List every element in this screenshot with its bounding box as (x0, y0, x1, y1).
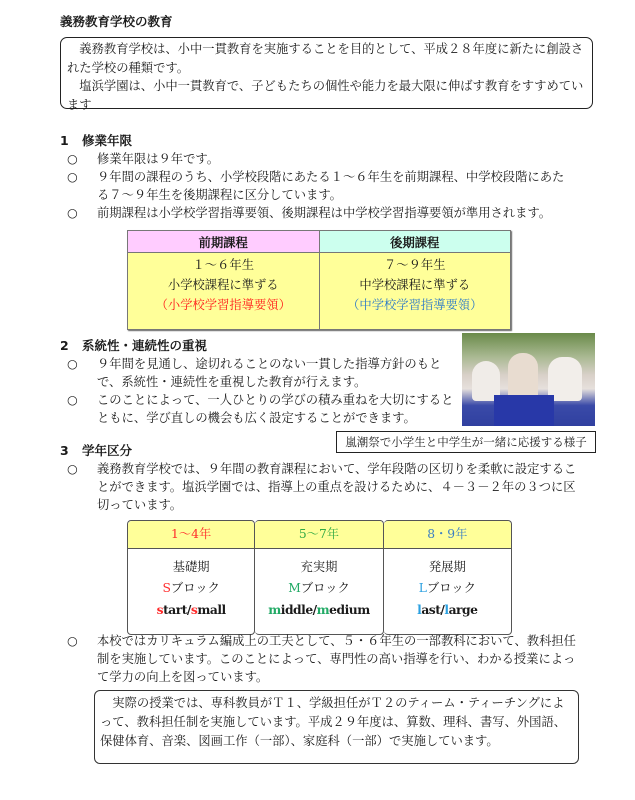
intro-box (60, 37, 593, 112)
block-keywords: start/small (156, 602, 226, 617)
cell-late-course: ７～９年生 中学校課程に準ずる （中学校学習指導要領） (319, 253, 511, 330)
section-heading: 3 学年区分 (60, 443, 133, 458)
block-grades: 1～4年 (128, 521, 254, 549)
block-period: 充実期 (300, 560, 338, 574)
bullet-item: ○ 前期課程は小学校学習指導要領、後期課程は中学校学習指導要領が準用されます。 (67, 206, 552, 220)
circle-bullet-icon: ○ (67, 634, 78, 648)
circle-bullet-icon: ○ (67, 462, 78, 476)
header-late-course: 後期課程 (319, 231, 511, 253)
bullet-item: ○ ９年間の課程のうち、小学校段階にあたる１～６年生を前期課程、中学校段階にあたる７～９年生を後期課程に区分しています。 (67, 170, 565, 202)
intro-paragraph: 塩浜学園は、小中一貫教育で、子どもたちの個性や能力を最大限に伸ばす教育をすすめています (67, 79, 584, 112)
bullet-item: ○ 義務教育学校では、９年間の教育課程において、学年段階の区切りを柔軟に設定することができます。塩浜学園では、指導上の重点を設けるために、４－３－２年の３つに区切っています。 (67, 462, 577, 512)
intro-paragraph: 義務教育学校は、小中一貫教育を実施することを目的として、平成２８年度に新たに創設された学校の種類です。 (67, 42, 584, 75)
cell-early-course: １～６年生 小学校課程に準ずる （小学校学習指導要領） (128, 253, 320, 330)
bullet-item: ○ このことによって、一人ひとりの学びの積み重ねを大切にするとともに、学び直しの機会も広く設定することができます。 (67, 393, 454, 425)
students-cheering-photo (462, 333, 595, 426)
page-title: 義務教育学校の教育 (60, 14, 173, 29)
block-column-l (384, 520, 512, 635)
block-grades: 8・9年 (384, 521, 511, 549)
circle-bullet-icon: ○ (67, 393, 78, 407)
circle-bullet-icon: ○ (67, 357, 78, 371)
section-2 (55, 336, 455, 427)
block-grades: 5～7年 (255, 521, 382, 549)
bullet-item: ○ ９年間を見通し、途切れることのない一貫した指導方針のもとで、系統性・連続性を重視した教育が行えます。 (67, 357, 442, 389)
block-period: 発展期 (428, 560, 466, 574)
section-heading: 2 系統性・連続性の重視 (60, 338, 208, 353)
section-3-continued (55, 632, 585, 686)
section-1 (55, 131, 575, 222)
circle-bullet-icon: ○ (67, 206, 78, 220)
block-name: Sブロック (162, 581, 220, 595)
section-3 (55, 441, 585, 514)
circle-bullet-icon: ○ (67, 170, 78, 184)
block-name: Mブロック (288, 581, 350, 595)
block-column-m (255, 520, 383, 635)
course-table (127, 230, 511, 330)
bullet-item: ○ 修業年限は９年です。 (67, 152, 219, 166)
block-keywords: last/large (417, 602, 478, 617)
grade-block-table (127, 520, 512, 635)
team-teaching-note-box (94, 690, 579, 764)
photo-caption: 嵐潮祭で小学生と中学生が一緒に応援する様子 (336, 431, 596, 453)
note-text: 実際の授業では、専科教員がＴ１、学級担任がＴ２のティーム・ティーチングによって、教科担任制を実施しています。平成２９年度は、算数、理科、書写、外国語、保健体育、音楽、図画工作（一部）、家庭科（一部）で実施しています。 (100, 696, 567, 748)
header-early-course: 前期課程 (128, 231, 320, 253)
block-column-s (127, 520, 255, 635)
circle-bullet-icon: ○ (67, 152, 78, 166)
section-heading: 1 修業年限 (60, 133, 133, 148)
block-name: Lブロック (418, 581, 476, 595)
block-keywords: middle/medium (268, 602, 370, 617)
bullet-item: ○ 本校ではカリキュラム編成上の工夫として、５・６年生の一部教科において、教科担任制を実施しています。このことによって、専門性の高い指導を行い、わかる授業によって学力の向上を図っています。 (67, 634, 576, 684)
block-period: 基礎期 (172, 560, 210, 574)
